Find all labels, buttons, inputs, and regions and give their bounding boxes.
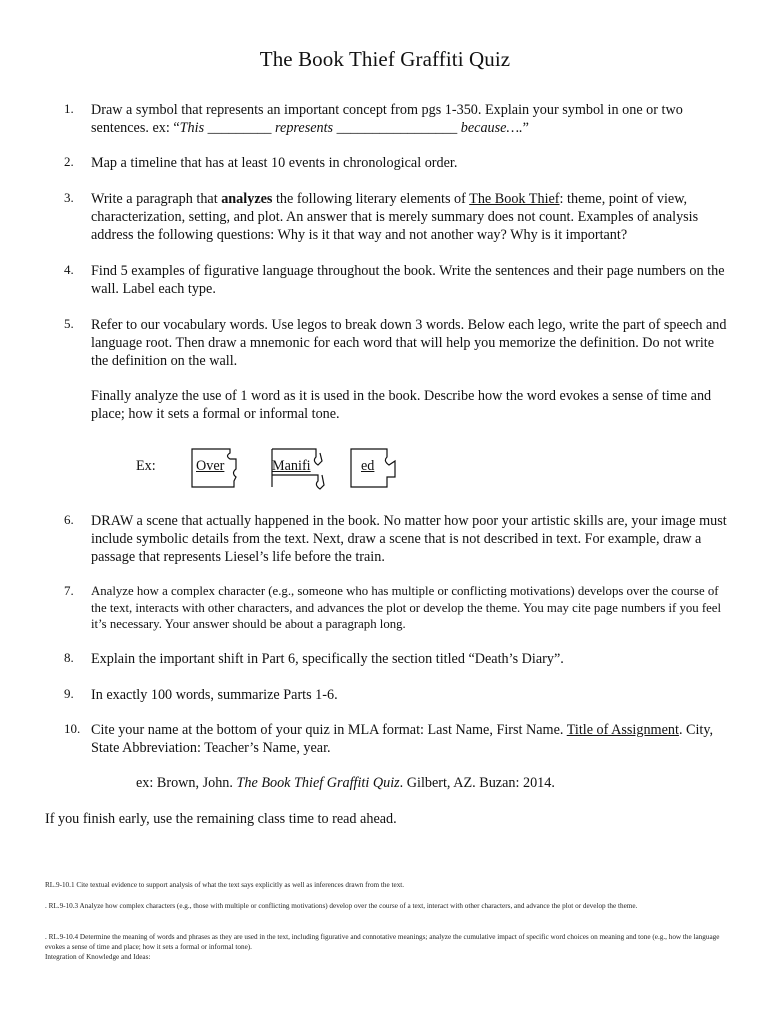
question-text: Analyze how a complex character (e.g., someone who has multiple or conflicting motivations) develops over the course of the text, interacts with other characters, and advances the plot or develop the theme. You may cite page numbers if you feel it’s necessary. Your answer should be about a paragraph long.: [91, 584, 722, 631]
lego-word: Manifi: [272, 458, 311, 474]
question-text: In exactly 100 words, summarize Parts 1-6.: [91, 687, 338, 703]
standard-note: . RL.9-10.3 Analyze how complex characters (e.g., those with multiple or conflicting motivations) develop over the course of a text, interact with other characters, and advance the plot or develop the theme.: [45, 902, 638, 910]
italic-example: This _________ represents _________________ because….: [179, 120, 523, 136]
question-text: DRAW a scene that actually happened in the book. No matter how poor your artistic skills are, your image must include symbolic details from the text. Next, draw a scene that is not described in text. For example, draw a passage that represents Liesel’s life before the train.: [91, 513, 727, 565]
lego-word: ed: [361, 458, 375, 474]
page-title: The Book Thief Graffiti Quiz: [259, 47, 511, 71]
text-span: : theme, point of view, characterization, setting, and plot. An answer that is merely summary does not count. Examples of analysis address the following questions: Why is it that way and not another way? Why is it important?: [91, 191, 699, 243]
question-text: [91, 101, 731, 137]
question-number: 9.: [64, 686, 74, 701]
question-number: 10.: [64, 721, 81, 736]
question-number: 2.: [64, 154, 74, 169]
question-number: 8.: [64, 650, 74, 665]
question-text: Find 5 examples of figurative language throughout the book. Write the sentences and their page numbers on the wall. Label each type.: [91, 263, 725, 297]
lego-example: [0, 447, 770, 492]
question-number: 3.: [64, 190, 74, 205]
standard-note: Integration of Knowledge and Ideas:: [45, 953, 151, 961]
book-title: The Book Thief: [469, 191, 560, 207]
question-text: [91, 721, 731, 757]
closing-quote: ”: [522, 120, 529, 136]
text-span: Cite your name at the bottom of your quiz in MLA format: Last Name, First Name.: [91, 722, 567, 738]
question-number: 1.: [64, 101, 74, 116]
citation-example: [136, 775, 555, 792]
example-label: Ex:: [136, 458, 156, 474]
lego-word: Over: [196, 458, 225, 474]
question-text: Explain the important shift in Part 6, specifically the section titled “Death’s Diary”.: [91, 651, 564, 667]
question-number: 5.: [64, 316, 74, 331]
standard-note: . RL.9-10.4 Determine the meaning of words and phrases as they are used in the text, including figurative and connotative meanings; analyze the cumulative impact of specific word choices on meaning and tone (e.g., how the language evokes a sense of time and place; how it sets a formal or informal tone).: [45, 933, 720, 951]
question-text-line: sentences. ex: “: [91, 120, 180, 136]
question-text: [91, 190, 731, 244]
text-span: . Gilbert, AZ. Buzan: 2014.: [399, 775, 555, 791]
text-span: Write a paragraph that: [91, 191, 222, 207]
text-span: ex: Brown, John.: [136, 775, 237, 791]
question-number: 6.: [64, 512, 74, 527]
lego-shape-icon: [349, 447, 401, 492]
finish-early-note: If you finish early, use the remaining class time to read ahead.: [45, 811, 397, 827]
question-number: 4.: [64, 262, 74, 277]
bold-keyword: analyzes: [221, 191, 273, 207]
question-text: Map a timeline that has at least 10 events in chronological order.: [91, 155, 458, 171]
question-text: Refer to our vocabulary words. Use legos to break down 3 words. Below each lego, write the part of speech and language root. Then draw a mnemonic for each word that will help you memorize the definition. Do not write the definition on the wall.: [91, 317, 727, 369]
standard-note: RL.9-10.1 Cite textual evidence to support analysis of what the text says explicitly as well as inferences drawn from the text.: [45, 881, 405, 889]
lego-block: [349, 447, 401, 492]
question-text-line: Draw a symbol that represents an important concept from pgs 1-350. Explain your symbol in one or two: [91, 102, 683, 118]
assignment-title: Title of Assignment: [566, 722, 679, 738]
italic-title: The Book Thief Graffiti Quiz: [236, 775, 400, 791]
text-span: . City, State Abbreviation: Teacher’s Name, year.: [91, 722, 714, 756]
lego-block: [190, 447, 242, 492]
question-5-followup: Finally analyze the use of 1 word as it is used in the book. Describe how the word evokes a sense of time and place; how it sets a formal or informal tone.: [91, 388, 712, 422]
text-span: the following literary elements of: [272, 191, 470, 207]
question-number: 7.: [64, 583, 74, 598]
lego-block: [270, 447, 330, 492]
